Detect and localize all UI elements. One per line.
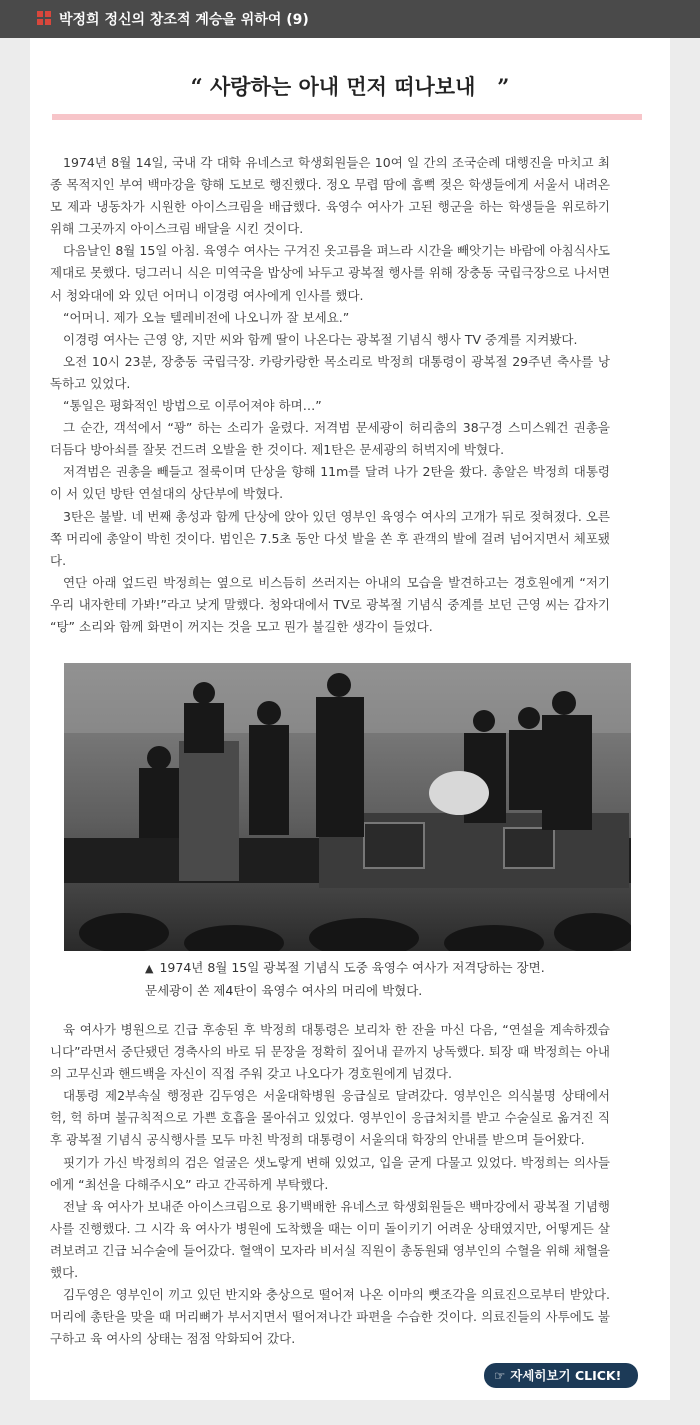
paragraph: “통일은 평화적인 방법으로 이루어져야 하며…” (63, 398, 322, 414)
read-more-button[interactable] (484, 1363, 638, 1388)
paragraph: 대통령 제2부속실 행정관 김두영은 서울대학병원 응급실로 달려갔다. 영부인은 의식불명 상태에서 헉, 헉 하며 불규칙적으로 가쁜 호흡을 몰아쉬고 있었다. 영부인이 응급처치를 받고 수술실로 옮겨진 직후 광복절 기념식 공식행사를 모두 마친 박정희 대통령이 서울의대 학장의 안내를 받으며 들어왔다. (50, 1088, 610, 1148)
photo-caption (145, 957, 605, 1002)
paragraph: 이경령 여사는 근영 양, 지만 씨와 함께 딸이 나온다는 광복절 기념식 행사 TV 중계를 지켜봤다. (63, 331, 578, 347)
news-photo (64, 663, 631, 951)
paragraph: 육 여사가 병원으로 긴급 후송된 후 박정희 대통령은 보리차 한 잔을 마신 다음, “연설을 계속하겠습니다”라면서 중단됐던 경축사의 바로 뒤 문장을 정확히 짚어내 끝까지 낭독했다. 퇴장 때 박정희는 아내의 고무신과 핸드백을 자신이 직접 주워 갖고 나오다가 경호원에게 넘겼다. (50, 1022, 610, 1082)
paragraph: “어머니. 제가 오늘 텔레비전에 나오니까 잘 보세요.” (63, 309, 350, 325)
hand-pointing-icon: ☞ (494, 1368, 506, 1383)
paragraph: 오전 10시 23분, 장충동 국립극장. 카랑카랑한 목소리로 박정희 대통령이 광복절 29주년 축사를 낭독하고 있었다. (50, 353, 610, 391)
paragraph: 1974년 8월 14일, 국내 각 대학 유네스코 학생회원들은 10여 일 간의 조국순례 대행진을 마치고 최종 목적지인 부여 백마강을 향해 도보로 행진했다. 정오 무렵 땀에 흠뻑 젖은 학생들에게 서울서 내려온 모 제과 냉동차가 시원한 아이스크림을 배급했다. 육영수 여사가 고된 행군을 하는 학생들을 위로하기 위해 그곳까지 아이스크림 배달을 시킨 것이다. (50, 155, 610, 237)
triangle-up-icon: ▲ (145, 962, 154, 975)
read-more-label: 자세히보기 CLICK! (510, 1368, 622, 1383)
paragraph: 연단 아래 엎드린 박정희는 옆으로 비스듬히 쓰러지는 아내의 모습을 발견하고는 경호원에게 “저기 우리 내자한테 가봐!”라고 낮게 말했다. 청와대에서 TV로 광복절 기념식 중계를 보던 근영 씨는 갑자기 “탕” 소리와 함께 화면이 꺼지는 것을 모고 뭔가 불길한 생각이 들었다. (50, 574, 610, 634)
headline-divider (52, 114, 642, 120)
paragraph: 핏기가 가신 박정희의 검은 얼굴은 샛노랗게 변해 있었고, 입을 굳게 다물고 있었다. 박정희는 의사들에게 “최선을 다해주시오” 라고 간곡하게 부탁했다. (50, 1154, 610, 1192)
paragraph: 그 순간, 객석에서 “꽝” 하는 소리가 울렸다. 저격범 문세광이 허리춤의 38구경 스미스웨건 권총을 더듬다 방아쇠를 잘못 건드려 오발을 한 것이다. 제1탄은 문세광의 허벅지에 박혔다. (50, 420, 610, 458)
series-title: 박정희 정신의 창조적 계승을 위하여 (9) (59, 12, 309, 28)
caption-line: 1974년 8월 15일 광복절 기념식 도중 육영수 여사가 저격당하는 장면. (159, 960, 545, 975)
paragraph: 전날 육 여사가 보내준 아이스크림으로 용기백배한 유네스코 학생회원들은 백마강에서 광복절 기념행사를 진행했다. 그 시각 육 여사가 병원에 도착했을 때는 이미 돌이키기 어려운 상태였지만, 어떻게든 살려보려고 긴급 뇌수술에 들어갔다. 혈액이 모자라 비서실 직원이 총동원돼 영부인의 수혈을 위해 채혈을 했다. (50, 1198, 610, 1281)
article-headline: “ 사랑하는 아내 먼저 떠나보내 ” (190, 74, 510, 99)
article-body-top (50, 152, 610, 638)
paragraph: 3탄은 불발. 네 번째 총성과 함께 단상에 앉아 있던 영부인 육영수 여사의 고개가 뒤로 젖혀졌다. 오른쪽 머리에 총알이 박힌 것이다. 범인은 7.5초 동안 다섯 발을 쏜 후 관객의 발에 걸려 넘어지면서 체포됐다. (50, 508, 610, 568)
top-bar (0, 0, 700, 38)
paragraph: 다음날인 8월 15일 아침. 육영수 여사는 구겨진 옷고름을 펴느라 시간을 빼앗기는 바람에 아침식사도 제대로 못했다. 덩그러니 식은 미역국을 밥상에 놔두고 광복절 행사를 위해 장충동 국립극장으로 나서면서 청와대에 와 있던 어머니 이경령 여사에게 인사를 했다. (50, 243, 610, 303)
article-body-bottom (50, 1019, 610, 1350)
caption-line: 문세광이 쏜 제4탄이 육영수 여사의 머리에 박혔다. (145, 983, 423, 998)
paragraph: 김두영은 영부인이 끼고 있던 반지와 충상으로 떨어져 나온 이마의 뼛조각을 의료진으로부터 받았다. 머리에 총탄을 맞을 때 머리뼈가 부서지면서 떨어져나간 파편을 수습한 것이다. 의료진들의 사투에도 불구하고 육 여사의 상태는 점점 악화되어 갔다. (50, 1287, 610, 1347)
paragraph: 저격범은 권총을 빼들고 절룩이며 단상을 향해 11m를 달려 나가 2탄을 쐈다. 총알은 박정희 대통령이 서 있던 방탄 연설대의 상단부에 박혔다. (50, 464, 610, 502)
red-squares-icon (37, 11, 51, 25)
